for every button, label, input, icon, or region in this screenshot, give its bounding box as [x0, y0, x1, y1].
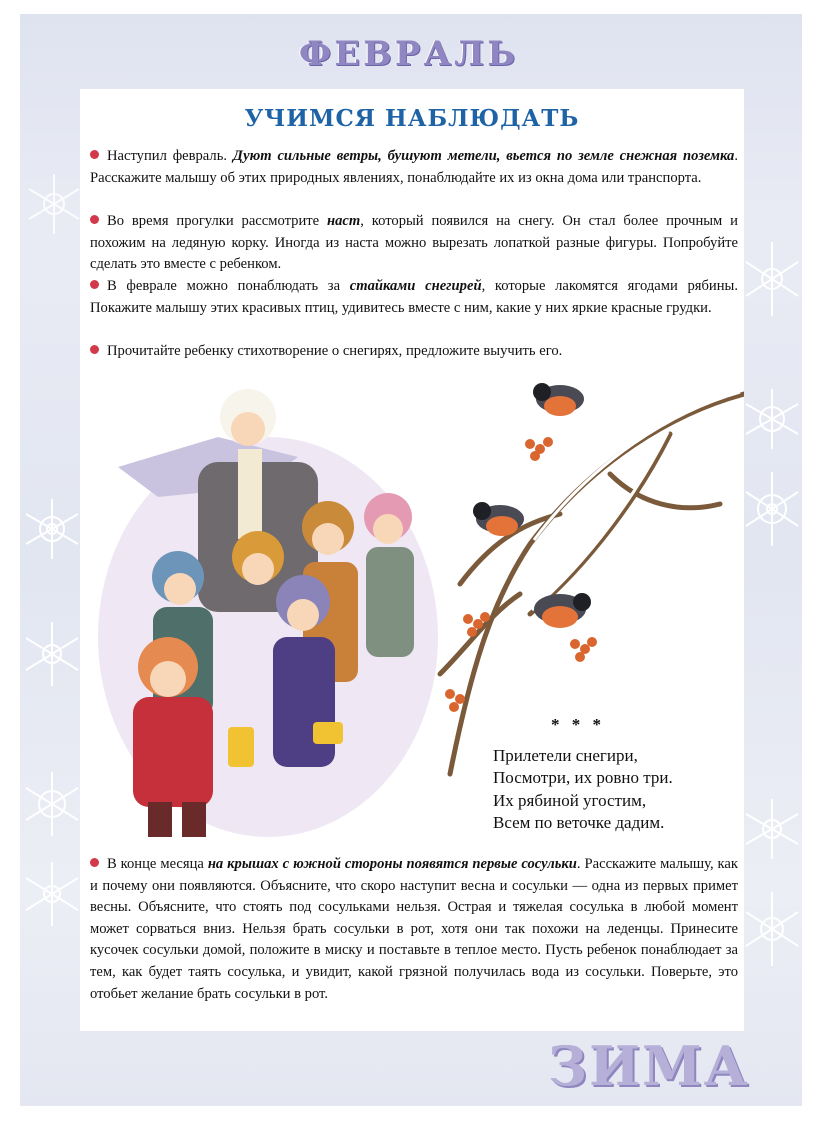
section-title: УЧИМСЯ НАБЛЮДАТЬ — [244, 105, 580, 132]
paragraph-crust — [90, 211, 738, 276]
poem-line: Посмотри, их ровно три. — [493, 768, 673, 787]
paragraph-lead: В феврале можно понаблюдать за — [107, 278, 350, 294]
snowflake-icon — [22, 854, 82, 934]
snowflake-icon — [744, 234, 800, 324]
snowflake-icon — [744, 464, 800, 554]
paragraph-emphasis: наст — [327, 213, 361, 229]
snowflake-icon — [24, 164, 84, 244]
paragraph-icicles — [90, 854, 738, 1005]
paragraph-wind — [90, 146, 738, 189]
paragraph-tail: . Расскажите малышу об этих природных явлениях, понаблюдайте их из окна дома или транспорта. — [90, 148, 738, 186]
poem-asterisks: * * * — [551, 715, 605, 734]
bullet-icon — [90, 150, 99, 159]
poem-line: Их рябиной угостим, — [493, 790, 647, 810]
bullet-icon — [90, 215, 99, 224]
paragraph-lead: В конце месяца — [107, 856, 208, 872]
snowflake-icon — [744, 794, 800, 864]
bullet-icon — [90, 280, 99, 289]
bullet-icon — [90, 345, 99, 354]
snowflake-icon — [22, 764, 82, 844]
paragraph-poem-intro — [90, 341, 738, 363]
paragraph-tail: , которые лакомятся ягодами рябины. Покажите малышу этих красивых птиц, удивитесь вместе с ним, какие у них яркие красные грудки. — [90, 278, 738, 316]
paragraph-tail: , который появился на снегу. Он стал более прочным и похожим на ледяную корку. Иногда из наста можно вырезать лопаткой разные фигуры. Попробуйте сделать это вместе с ребенком. — [90, 213, 738, 273]
paragraph-emphasis: стайками снегирей — [349, 278, 482, 294]
poem-line: Всем по веточке дадим. — [493, 813, 665, 832]
snowflake-icon — [22, 494, 82, 564]
paragraph-lead: Прочитайте ребенку стихотворение о снегирях, предложите выучить его. — [107, 343, 563, 359]
poem-line: Прилетели снегири, — [493, 745, 638, 765]
snowflake-icon — [744, 884, 800, 974]
snowflake-icon — [744, 384, 800, 454]
bullet-icon — [90, 858, 99, 867]
paragraph-emphasis: на крышах с южной стороны появятся первые сосульки — [207, 856, 577, 872]
paragraph-lead: Во время прогулки рассмотрите — [107, 213, 327, 229]
content-panel — [80, 89, 744, 1031]
paragraph-bullfinches — [90, 276, 738, 319]
month-title: ФЕВРАЛЬ — [298, 34, 519, 74]
paragraph-tail: . Расскажите малышу, как и почему они появляются. Объясните, что скоро наступит весна и сосульки — одна из первых примет весны. Объясните, что стоять под сосульками нельзя. Острая и тяжелая сосулька в любой момент может сорваться вниз. Нельзя брать сосульки в рот, хотя они так похожи на леденцы. Принесите кусочек сосульки домой, положите в миску и поставьте в теплое место. Пусть ребенок понаблюдает за тем, как будет таять сосулька, и увидит, какой грязной получилась вода из сосульки. Поверьте, это отобьет желание брать сосульки в рот. — [90, 856, 738, 1002]
paragraph-emphasis: Дуют сильные ветры, бушуют метели, вьется по земле снежная поземка — [232, 148, 735, 164]
poem — [493, 714, 733, 835]
snowflake-icon — [22, 614, 82, 694]
paragraph-lead: Наступил февраль. — [107, 148, 233, 164]
season-title: ЗИМА — [548, 1034, 750, 1098]
children-winter-illustration — [98, 377, 458, 847]
